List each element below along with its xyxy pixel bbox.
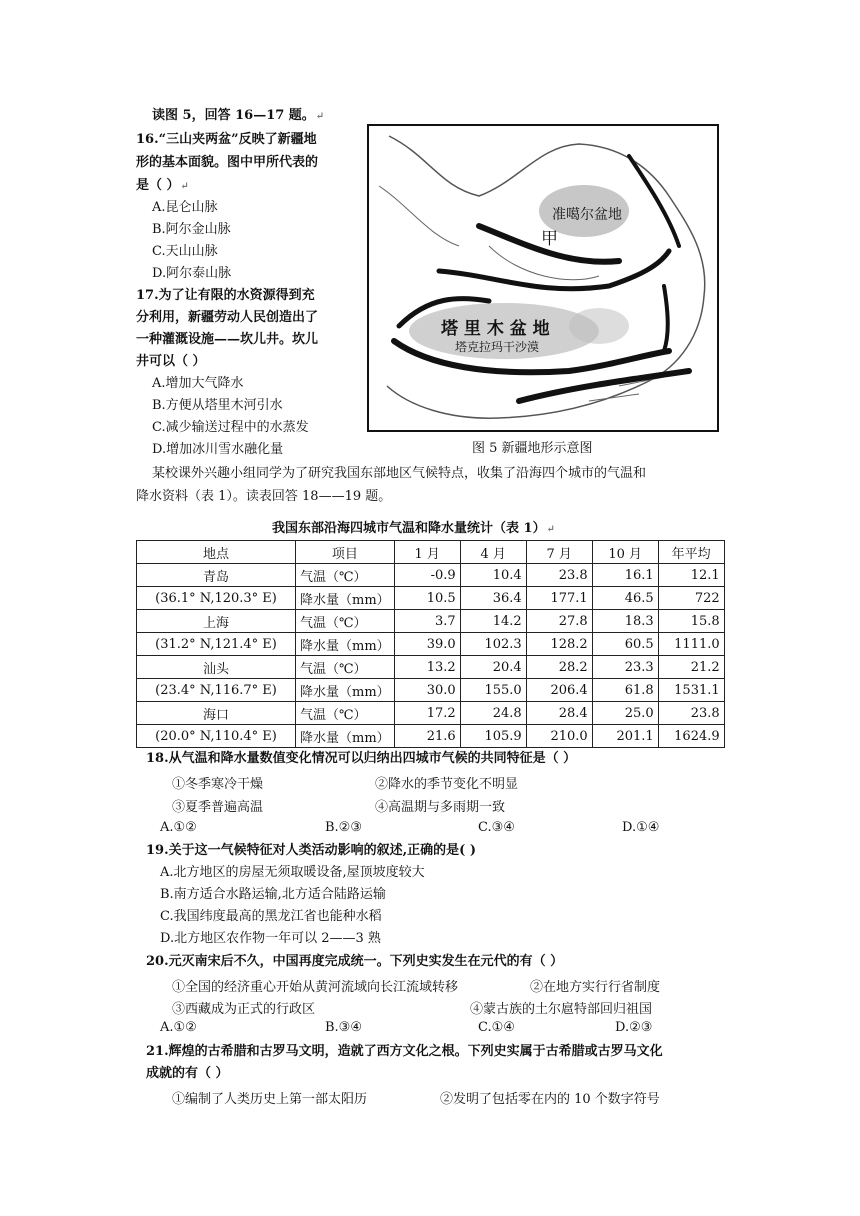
q20-item-4: ④蒙古族的土尔扈特部回归祖国 [470, 1002, 653, 1017]
map-label-jia: 甲 [541, 229, 558, 249]
q17-stem-line2: 分利用，新疆劳动人民创造出了 [136, 310, 319, 325]
precip-label: 降水量（mm） [296, 679, 395, 702]
xinjiang-terrain-map [367, 124, 719, 432]
temp-label: 气温（℃） [296, 656, 395, 679]
temp-cell: 23.3 [592, 656, 658, 679]
precip-label: 降水量（mm） [296, 725, 395, 748]
table-row [137, 702, 725, 725]
q16-stem-line2: 形的基本面貌。图中甲所代表的 [136, 155, 319, 170]
q18-item-3: ③夏季普遍高温 [172, 800, 264, 815]
precip-cell: 177.1 [526, 587, 592, 610]
temp-cell: 18.3 [592, 610, 658, 633]
q18-item-2: ②降水的季节变化不明显 [375, 777, 519, 792]
temp-label: 气温（℃） [296, 702, 395, 725]
q16-option-b: B.阿尔金山脉 [152, 222, 231, 237]
q18-choice-d: D.①④ [622, 820, 660, 835]
map-caption: 图 5 新疆地形示意图 [472, 441, 593, 456]
temp-cell: 23.8 [658, 702, 724, 725]
q18-choice-c: C.③④ [478, 820, 515, 835]
q20-choice-b: B.③④ [325, 1020, 362, 1035]
map-label-tarim: 塔 里 木 盆 地 [441, 319, 550, 339]
q20-choice-c: C.①④ [478, 1020, 515, 1035]
precip-cell: 201.1 [592, 725, 658, 748]
city-name: 上海 [137, 610, 296, 633]
q18-item-1: ①冬季寒冷干燥 [172, 777, 264, 792]
table-row [137, 610, 725, 633]
q19-option-c: C.我国纬度最高的黑龙江省也能种水稻 [160, 909, 382, 924]
precip-label: 降水量（mm） [296, 633, 395, 656]
precip-cell: 1531.1 [658, 679, 724, 702]
q20-item-3: ③西藏成为正式的行政区 [172, 1002, 316, 1017]
table-row [137, 725, 725, 748]
precip-cell: 105.9 [460, 725, 526, 748]
table-row [137, 633, 725, 656]
city-coords: (31.2° N,121.4° E) [137, 633, 296, 656]
q18-choice-b: B.②③ [325, 820, 362, 835]
temp-cell: 12.1 [658, 564, 724, 587]
precip-cell: 21.6 [394, 725, 460, 748]
q16-option-a: A.昆仑山脉 [152, 200, 218, 215]
q17-option-c: C.减少输送过程中的水蒸发 [152, 420, 309, 435]
q17-option-b: B.方便从塔里木河引水 [152, 398, 283, 413]
precip-cell: 206.4 [526, 679, 592, 702]
temp-cell: 15.8 [658, 610, 724, 633]
table-row [137, 587, 725, 610]
q17-stem-line1: 17.为了让有限的水资源得到充 [136, 288, 315, 303]
q19-option-b: B.南方适合水路运输,北方适合陆路运输 [160, 887, 386, 902]
q16-option-d: D.阿尔泰山脉 [152, 266, 232, 281]
precip-cell: 60.5 [592, 633, 658, 656]
header-jan: 1 月 [394, 541, 460, 564]
precip-cell: 155.0 [460, 679, 526, 702]
precip-cell: 30.0 [394, 679, 460, 702]
q18-item-4: ④高温期与多雨期一致 [375, 800, 506, 815]
precip-label: 降水量（mm） [296, 587, 395, 610]
table-row [137, 564, 725, 587]
q18-stem: 18.从气温和降水量数值变化情况可以归纳出四城市气候的共同特征是（ ） [146, 751, 577, 766]
q20-item-1: ①全国的经济重心开始从黄河流域向长江流域转移 [172, 980, 459, 995]
climate-table [136, 540, 725, 748]
map-drawing [369, 126, 719, 432]
header-oct: 10 月 [592, 541, 658, 564]
q20-item-2: ②在地方实行行省制度 [530, 980, 661, 995]
city-coords: (36.1° N,120.3° E) [137, 587, 296, 610]
precip-cell: 102.3 [460, 633, 526, 656]
temp-cell: 16.1 [592, 564, 658, 587]
precip-cell: 210.0 [526, 725, 592, 748]
header-apr: 4 月 [460, 541, 526, 564]
precip-cell: 1111.0 [658, 633, 724, 656]
table-row [137, 679, 725, 702]
table-caption: 我国东部沿海四城市气温和降水量统计（表 1）↵ [272, 521, 555, 536]
precip-cell: 722 [658, 587, 724, 610]
q20-stem: 20.元灭南宋后不久，中国再度完成统一。下列史实发生在元代的有（ ） [146, 954, 564, 969]
q16-option-c: C.天山山脉 [152, 244, 218, 259]
map-label-junggar: 准噶尔盆地 [552, 207, 622, 223]
q21-stem-line1: 21.辉煌的古希腊和古罗马文明，造就了西方文化之根。下列史实属于古希腊或古罗马文化 [146, 1044, 663, 1059]
precip-cell: 36.4 [460, 587, 526, 610]
table-header-row [137, 541, 725, 564]
temp-label: 气温（℃） [296, 564, 395, 587]
precip-cell: 1624.9 [658, 725, 724, 748]
q21-item-2: ②发明了包括零在内的 10 个数字符号 [440, 1092, 660, 1107]
q19-option-a: A.北方地区的房屋无须取暖设备,屋顶坡度较大 [160, 865, 425, 880]
temp-label: 气温（℃） [296, 610, 395, 633]
q17-option-d: D.增加冰川雪水融化量 [152, 442, 284, 457]
temp-cell: 24.8 [460, 702, 526, 725]
precip-cell: 46.5 [592, 587, 658, 610]
precip-cell: 10.5 [394, 587, 460, 610]
header-annual: 年平均 [658, 541, 724, 564]
temp-cell: 28.2 [526, 656, 592, 679]
city-coords: (23.4° N,116.7° E) [137, 679, 296, 702]
city-name: 青岛 [137, 564, 296, 587]
temp-cell: 27.8 [526, 610, 592, 633]
temp-cell: 20.4 [460, 656, 526, 679]
city-coords: (20.0° N,110.4° E) [137, 725, 296, 748]
q20-choice-a: A.①② [160, 1020, 197, 1035]
map-label-taklimakan: 塔克拉玛干沙漠 [455, 340, 540, 354]
temp-cell: 14.2 [460, 610, 526, 633]
q17-stem-line4: 井可以（ ） [136, 354, 206, 369]
temp-cell: 13.2 [394, 656, 460, 679]
precip-cell: 61.8 [592, 679, 658, 702]
header-item: 项目 [296, 541, 395, 564]
temp-cell: 3.7 [394, 610, 460, 633]
temp-cell: 10.4 [460, 564, 526, 587]
intro-q18-19-line2: 降水资料（表 1）。读表回答 18——19 题。 [136, 489, 392, 504]
temp-cell: 23.8 [526, 564, 592, 587]
q19-option-d: D.北方地区农作物一年可以 2——3 熟 [160, 931, 381, 946]
city-name: 汕头 [137, 656, 296, 679]
precip-cell: 39.0 [394, 633, 460, 656]
intro-q18-19-line1: 某校课外兴趣小组同学为了研究我国东部地区气候特点，收集了沿海四个城市的气温和 [152, 466, 647, 481]
q19-stem: 19.关于这一气候特征对人类活动影响的叙述,正确的是( ) [146, 843, 476, 858]
q17-option-a: A.增加大气降水 [152, 376, 244, 391]
temp-cell: 17.2 [394, 702, 460, 725]
q18-choice-a: A.①② [160, 820, 197, 835]
q20-choice-d: D.②③ [615, 1020, 653, 1035]
precip-cell: 128.2 [526, 633, 592, 656]
temp-cell: 28.4 [526, 702, 592, 725]
table-row [137, 656, 725, 679]
header-place: 地点 [137, 541, 296, 564]
city-name: 海口 [137, 702, 296, 725]
q17-stem-line3: 一种灌溉设施——坎儿井。坎儿 [136, 332, 319, 347]
q16-stem-line3: 是（ ）↵ [136, 178, 189, 193]
temp-cell: 21.2 [658, 656, 724, 679]
intro-q16-17: 读图 5，回答 16—17 题。↵ [152, 108, 325, 123]
header-jul: 7 月 [526, 541, 592, 564]
temp-cell: 25.0 [592, 702, 658, 725]
temp-cell: -0.9 [394, 564, 460, 587]
q21-stem-line2: 成就的有（ ） [146, 1066, 229, 1081]
q21-item-1: ①编制了人类历史上第一部太阳历 [172, 1092, 368, 1107]
q16-stem-line1: 16.“三山夹两盆”反映了新疆地 [136, 132, 317, 147]
